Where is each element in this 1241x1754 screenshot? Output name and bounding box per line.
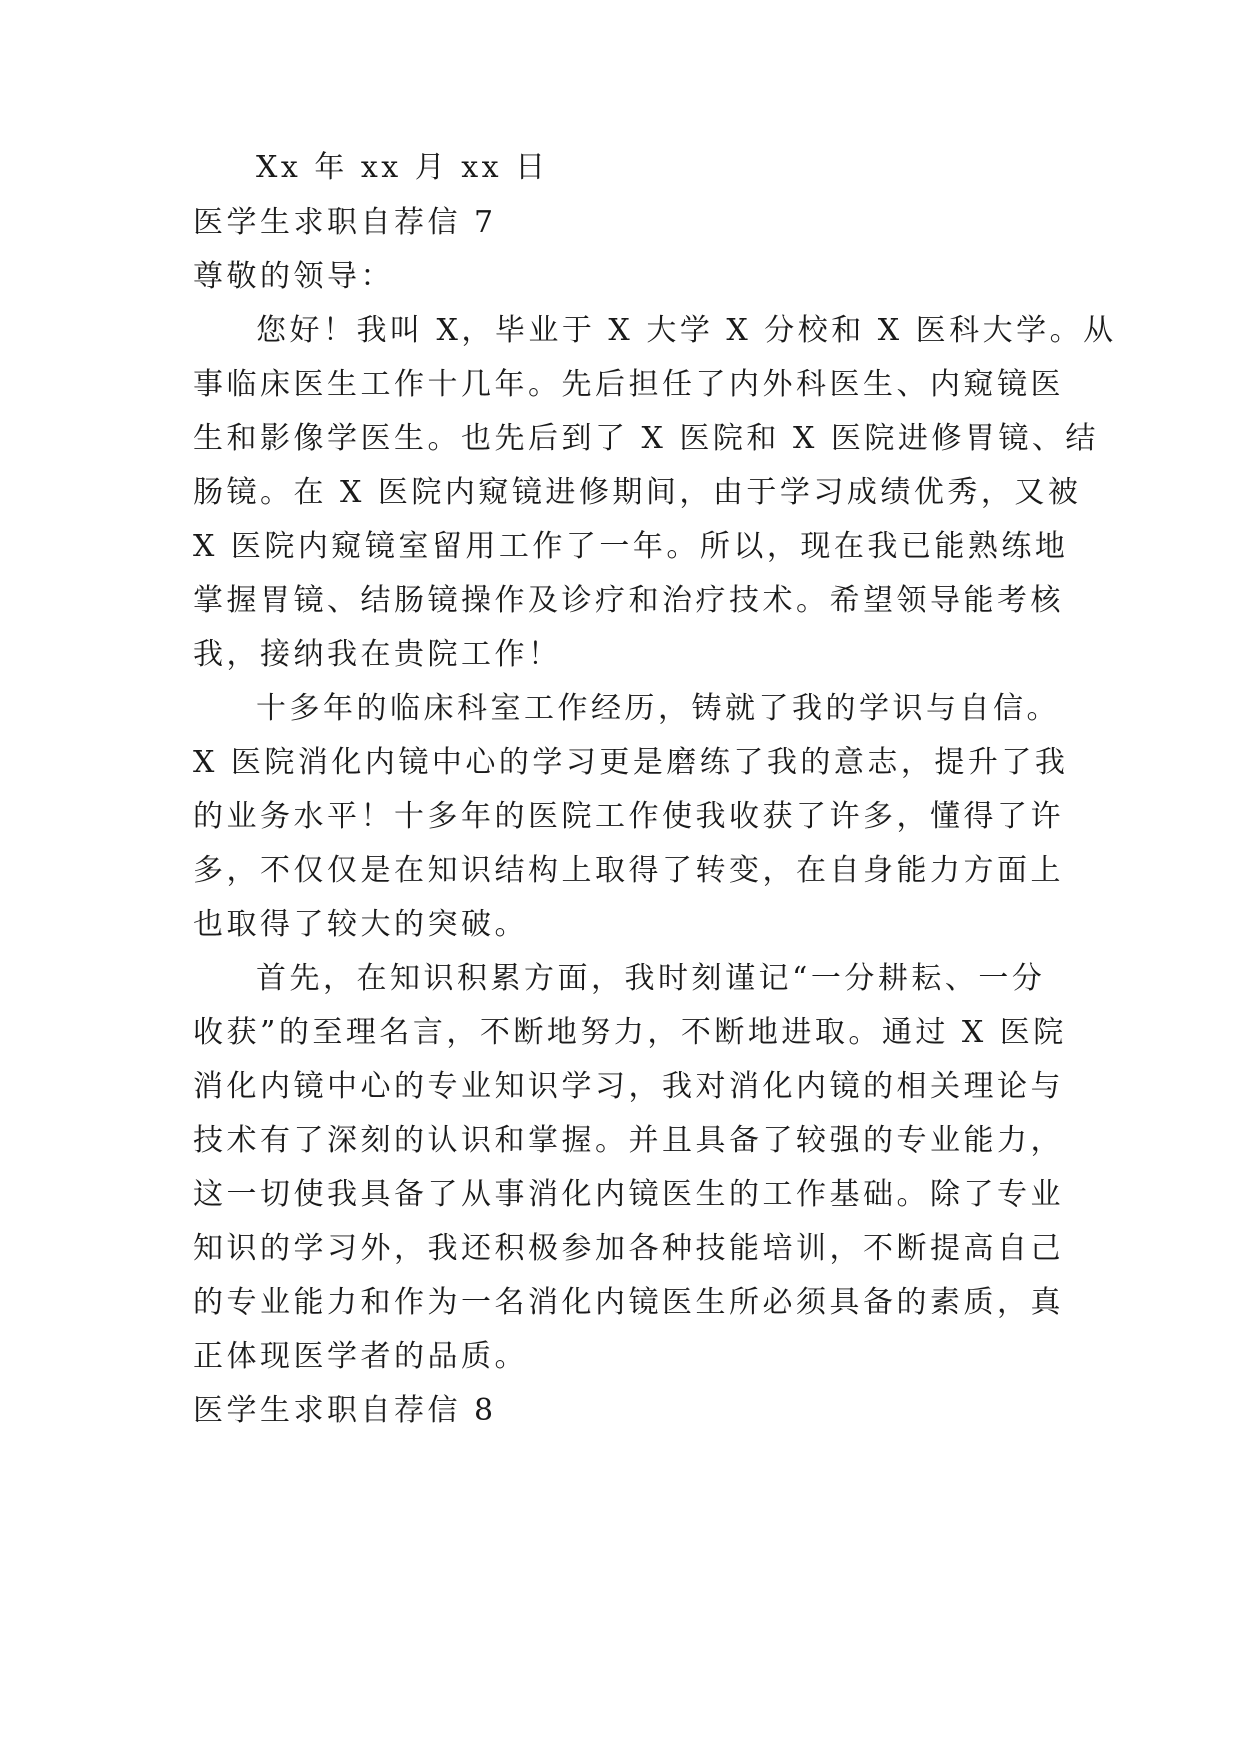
paragraph-line: 的业务水平！十多年的医院工作使我收获了许多，懂得了许 <box>193 799 1064 834</box>
letter-heading: 医学生求职自荐信 8 <box>193 1393 497 1428</box>
salutation: 尊敬的领导： <box>193 259 394 294</box>
letter-heading: 医学生求职自荐信 7 <box>193 205 497 240</box>
paragraph-line: 正体现医学者的品质。 <box>193 1339 528 1374</box>
paragraph-line: 这一切使我具备了从事消化内镜医生的工作基础。除了专业 <box>193 1177 1064 1212</box>
paragraph-line: 多，不仅仅是在知识结构上取得了转变，在自身能力方面上 <box>193 853 1064 888</box>
paragraph-line: 您好！我叫 X，毕业于 X 大学 X 分校和 X 医科大学。从 <box>256 313 1117 348</box>
paragraph-line: X 医院内窥镜室留用工作了一年。所以，现在我已能熟练地 <box>193 529 1069 564</box>
paragraph-line: 我，接纳我在贵院工作！ <box>193 637 562 672</box>
paragraph-line: 也取得了较大的突破。 <box>193 907 528 942</box>
paragraph-line: 消化内镜中心的专业知识学习，我对消化内镜的相关理论与 <box>193 1069 1064 1104</box>
paragraph-line: 生和影像学医生。也先后到了 X 医院和 X 医院进修胃镜、结 <box>193 421 1099 456</box>
paragraph-line: 知识的学习外，我还积极参加各种技能培训，不断提高自己 <box>193 1231 1064 1266</box>
paragraph-line: 掌握胃镜、结肠镜操作及诊疗和治疗技术。希望领导能考核 <box>193 583 1064 618</box>
paragraph-line: 的专业能力和作为一名消化内镜医生所必须具备的素质，真 <box>193 1285 1064 1320</box>
paragraph-line: 首先，在知识积累方面，我时刻谨记“一分耕耘、一分 <box>256 961 1046 996</box>
date-line: Xx 年 xx 月 xx 日 <box>256 150 549 185</box>
paragraph-line: 事临床医生工作十几年。先后担任了内外科医生、内窥镜医 <box>193 367 1064 402</box>
paragraph-line: 十多年的临床科室工作经历，铸就了我的学识与自信。 <box>256 691 1060 726</box>
paragraph-line: 收获”的至理名言，不断地努力，不断地进取。通过 X 医院 <box>193 1015 1067 1050</box>
paragraph-line: 肠镜。在 X 医院内窥镜进修期间，由于学习成绩优秀，又被 <box>193 475 1082 510</box>
paragraph-line: 技术有了深刻的认识和掌握。并且具备了较强的专业能力， <box>193 1123 1064 1158</box>
paragraph-line: X 医院消化内镜中心的学习更是磨练了我的意志，提升了我 <box>193 745 1069 780</box>
